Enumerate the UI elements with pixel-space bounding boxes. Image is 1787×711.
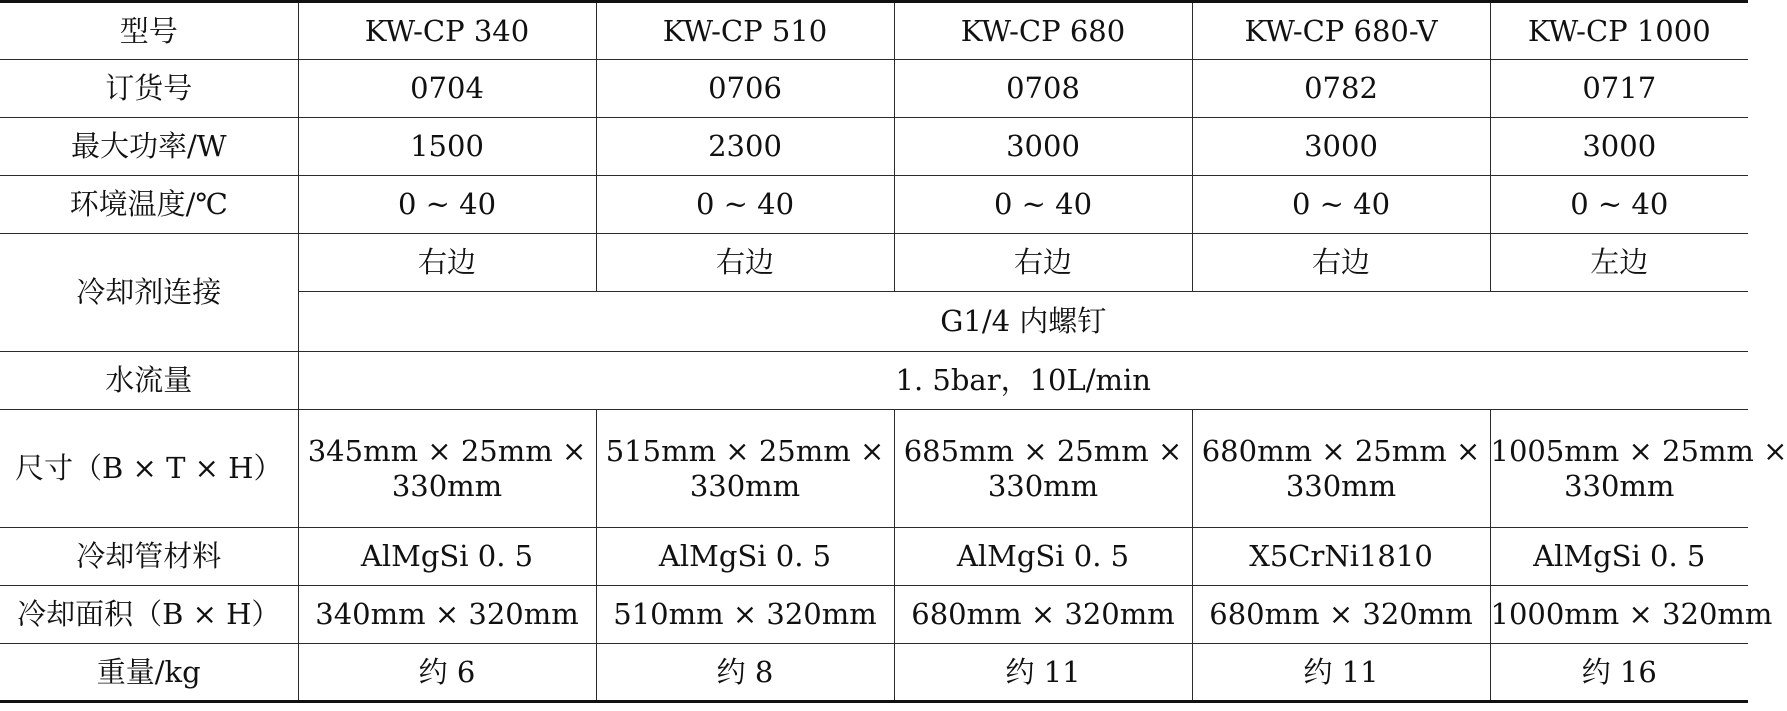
cell-line: 330mm (1564, 468, 1675, 503)
cell-line: 330mm (689, 468, 801, 503)
table-cell: 约 11 (1192, 644, 1490, 702)
table-cell: 0782 (1192, 60, 1490, 118)
row-label: 冷却管材料 (0, 528, 298, 586)
table-cell: 340mm × 320mm (298, 586, 596, 644)
model-cell: KW-CP 680-V (1192, 2, 1490, 60)
table-cell: AlMgSi 0. 5 (298, 528, 596, 586)
table-cell: 0 ~ 40 (894, 176, 1192, 234)
cell-line: 330mm (987, 468, 1099, 503)
table-cell (1490, 410, 1787, 528)
cell-line: 685mm × 25mm × (903, 433, 1183, 468)
cell-line: 330mm (1285, 468, 1397, 503)
table-cell: 3000 (894, 118, 1192, 176)
table-cell: AlMgSi 0. 5 (894, 528, 1192, 586)
table-cell: 0704 (298, 60, 596, 118)
table-cell: 0706 (596, 60, 894, 118)
table-cell: 3000 (1192, 118, 1490, 176)
table-cell: 680mm × 320mm (1192, 586, 1490, 644)
row-tube-material (0, 528, 1748, 586)
merged-cell: 1. 5bar，10L/min (298, 352, 1748, 410)
table-cell: 左边 (1490, 234, 1748, 292)
table-cell: 约 6 (298, 644, 596, 702)
table-cell (894, 410, 1192, 528)
table-cell: 0717 (1490, 60, 1748, 118)
table-cell: 右边 (596, 234, 894, 292)
model-cell: KW-CP 680 (894, 2, 1192, 60)
row-order-no (0, 60, 1748, 118)
table-cell: 0 ~ 40 (596, 176, 894, 234)
table-cell: 0708 (894, 60, 1192, 118)
table-cell (298, 410, 596, 528)
cell-line: 680mm × 25mm × (1201, 433, 1481, 468)
row-label: 冷却剂连接 (0, 234, 298, 352)
row-water-flow (0, 352, 1748, 410)
table-cell: 0 ~ 40 (298, 176, 596, 234)
table-cell: 右边 (298, 234, 596, 292)
table-cell: 2300 (596, 118, 894, 176)
table-cell: 0 ~ 40 (1192, 176, 1490, 234)
row-label: 冷却面积（B × H） (0, 586, 298, 644)
row-label: 环境温度/℃ (0, 176, 298, 234)
table-cell: AlMgSi 0. 5 (596, 528, 894, 586)
model-cell: KW-CP 1000 (1490, 2, 1748, 60)
table-cell: 右边 (1192, 234, 1490, 292)
cell-line: 330mm (391, 468, 503, 503)
row-weight (0, 644, 1748, 702)
table-cell: 约 8 (596, 644, 894, 702)
table-cell: 3000 (1490, 118, 1748, 176)
table-cell: 约 16 (1490, 644, 1748, 702)
row-label: 重量/kg (0, 644, 298, 702)
cell-line: 345mm × 25mm × (307, 433, 587, 468)
cell-line: 515mm × 25mm × (605, 433, 885, 468)
table-cell: 1500 (298, 118, 596, 176)
row-coolant-connection (0, 234, 1748, 292)
row-label: 型号 (0, 2, 298, 60)
table-cell: 约 11 (894, 644, 1192, 702)
table-cell (1192, 410, 1490, 528)
row-max-power (0, 118, 1748, 176)
model-cell: KW-CP 510 (596, 2, 894, 60)
table-cell (596, 410, 894, 528)
row-dimensions (0, 410, 1748, 528)
row-label: 订货号 (0, 60, 298, 118)
table-cell: 680mm × 320mm (894, 586, 1192, 644)
row-ambient-temp (0, 176, 1748, 234)
row-label: 最大功率/W (0, 118, 298, 176)
row-cooling-area (0, 586, 1748, 644)
table-cell: 510mm × 320mm (596, 586, 894, 644)
table-cell: AlMgSi 0. 5 (1490, 528, 1748, 586)
cell-line: 1005mm × 25mm × (1490, 433, 1787, 468)
model-cell: KW-CP 340 (298, 2, 596, 60)
row-label: 尺寸（B × T × H） (0, 410, 298, 528)
table-cell: 右边 (894, 234, 1192, 292)
row-model (0, 2, 1748, 60)
table-cell: 1000mm × 320mm (1490, 586, 1748, 644)
table-cell: X5CrNi1810 (1192, 528, 1490, 586)
table-cell: 0 ~ 40 (1490, 176, 1748, 234)
row-label: 水流量 (0, 352, 298, 410)
merged-cell: G1/4 内螺钉 (298, 292, 1748, 352)
